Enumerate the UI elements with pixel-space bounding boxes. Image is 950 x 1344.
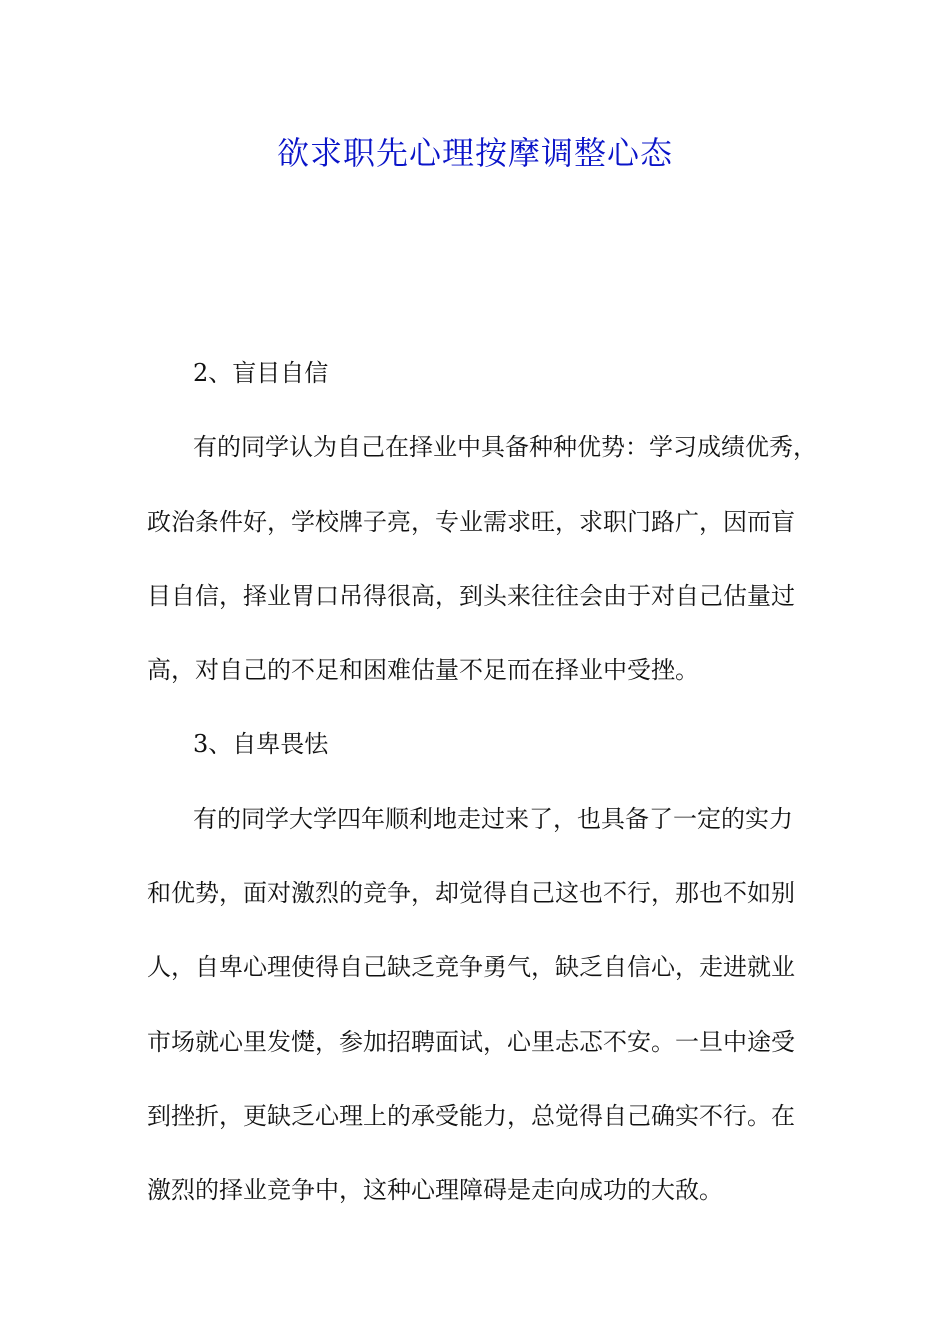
paragraph-line: 政治条件好，学校牌子亮，专业需求旺，求职门路广，因而盲 [147,507,795,536]
paragraph-line: 目自信，择业胃口吊得很高，到头来往往会由于对自己估量过 [147,581,795,610]
paragraph [147,410,817,707]
paragraph-line: 到挫折，更缺乏心理上的承受能力，总觉得自己确实不行。在 [147,1101,795,1130]
paragraph-line: 有的同学大学四年顺利地走过来了，也具备了一定的实力 [193,804,793,833]
section-heading: 3、自卑畏怯 [193,730,329,759]
document-title: 欲求职先心理按摩调整心态 [276,134,673,172]
paragraph-line: 和优势，面对激烈的竞争，却觉得自己这也不行，那也不如别 [147,879,795,908]
paragraph-line: 有的同学认为自己在择业中具备种种优势：学习成绩优秀， [193,433,817,462]
paragraph-line: 人，自卑心理使得自己缺乏竞争勇气，缺乏自信心，走进就业 [147,953,795,982]
section-heading: 2、盲目自信 [193,359,329,387]
paragraph-line: 激烈的择业竞争中，这种心理障碍是走向成功的大敌。 [147,1176,723,1205]
paragraph-line: 市场就心里发憷，参加招聘面试，心里忐忑不安。一旦中途受 [147,1027,795,1056]
paragraph [147,782,817,1228]
paragraph-line: 高，对自己的不足和困难估量不足而在择业中受挫。 [147,656,699,685]
document-body [147,336,817,1228]
